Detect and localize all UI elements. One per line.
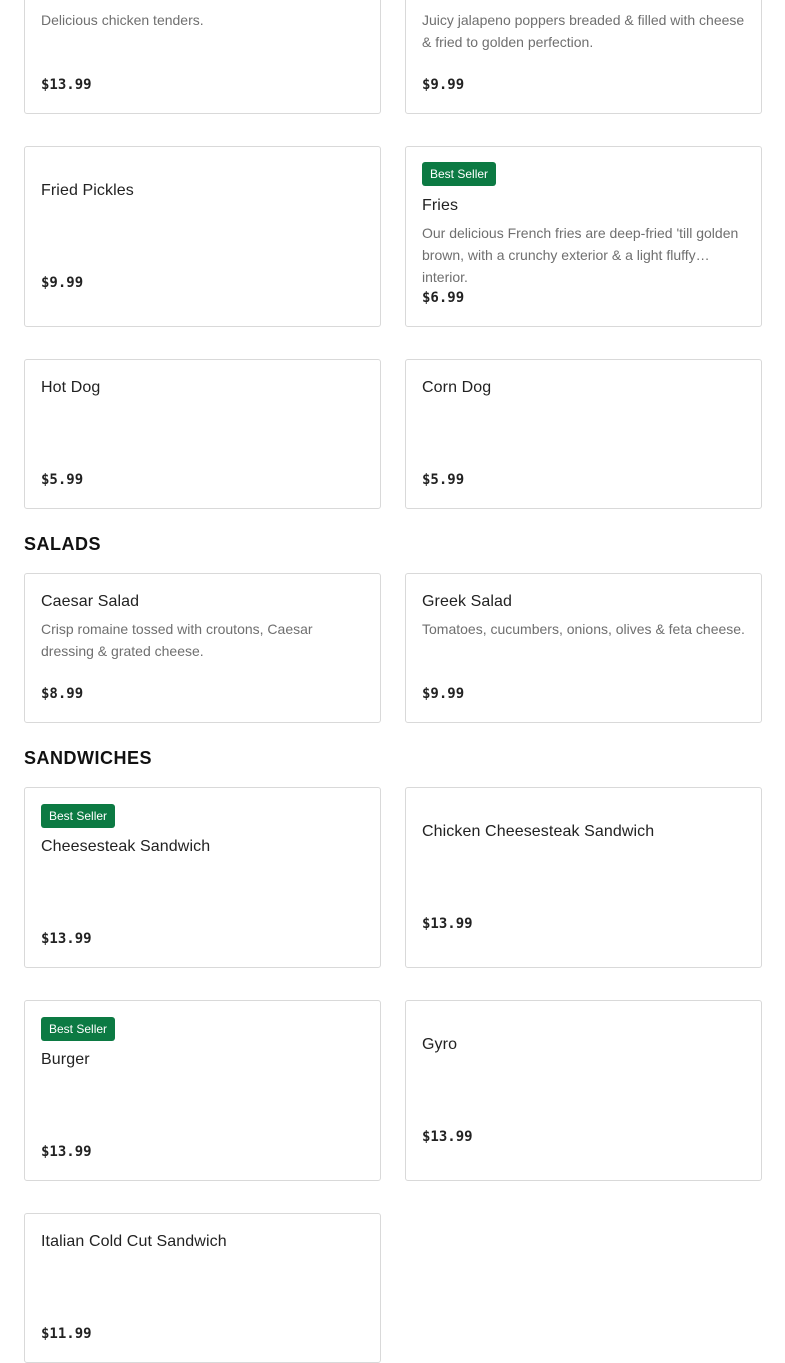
menu-item-card-caesar-salad[interactable] <box>24 573 381 723</box>
item-price: $5.99 <box>422 472 465 488</box>
item-price: $13.99 <box>41 1144 92 1160</box>
menu-item-card-italian-cold-cut-sandwich[interactable] <box>24 1213 381 1363</box>
item-name: Italian Cold Cut Sandwich <box>41 1233 227 1250</box>
menu-item-card-jalapeno-poppers[interactable] <box>405 0 762 114</box>
item-price: $13.99 <box>422 916 473 932</box>
menu-item-card-hot-dog[interactable] <box>24 359 381 509</box>
item-description: Our delicious French fries are deep-fried 'till golden brown, with a crunchy exterior & a light fluffy interior. <box>422 225 739 285</box>
menu-item-card-corn-dog[interactable] <box>405 359 762 509</box>
item-price: $9.99 <box>422 686 465 702</box>
item-name: Caesar Salad <box>41 593 140 610</box>
item-price: $13.99 <box>41 77 92 93</box>
section-title-sandwiches: SANDWICHES <box>24 748 153 768</box>
menu-item-card-chicken-tenders[interactable] <box>24 0 381 114</box>
menu-item-card-fried-pickles[interactable] <box>24 146 381 327</box>
best-seller-badge: Best Seller <box>41 1017 115 1041</box>
item-name: Corn Dog <box>422 379 492 396</box>
item-description: Juicy jalapeno poppers breaded & filled with cheese & fried to golden perfection. <box>422 12 745 50</box>
item-name: Chicken Cheesesteak Sandwich <box>422 823 655 840</box>
item-name: Hot Dog <box>41 379 101 396</box>
item-price: $6.99 <box>422 290 465 306</box>
section-title-salads: SALADS <box>24 534 102 554</box>
menu-item-card-fries[interactable] <box>405 146 762 327</box>
item-price: $11.99 <box>41 1326 92 1342</box>
item-price: $5.99 <box>41 472 84 488</box>
menu-item-card-cheesesteak-sandwich[interactable] <box>24 787 381 968</box>
menu-item-card-greek-salad[interactable] <box>405 573 762 723</box>
item-name: Fries <box>422 197 459 214</box>
item-price: $9.99 <box>41 275 84 291</box>
item-name: Fried Pickles <box>41 182 134 199</box>
item-price: $9.99 <box>422 77 465 93</box>
item-price: $8.99 <box>41 686 84 702</box>
menu-item-card-burger[interactable] <box>24 1000 381 1181</box>
item-name: Cheesesteak Sandwich <box>41 838 211 855</box>
item-description: Crisp romaine tossed with croutons, Caesar dressing & grated cheese. <box>41 621 313 659</box>
best-seller-badge: Best Seller <box>41 804 115 828</box>
item-name: Greek Salad <box>422 593 513 610</box>
item-description: Tomatoes, cucumbers, onions, olives & feta cheese. <box>422 621 745 637</box>
item-price: $13.99 <box>41 931 92 947</box>
menu-item-card-chicken-cheesesteak-sandwich[interactable] <box>405 787 762 968</box>
item-description: Delicious chicken tenders. <box>41 12 204 28</box>
best-seller-badge: Best Seller <box>422 162 496 186</box>
item-name: Burger <box>41 1051 90 1068</box>
item-name: Gyro <box>422 1036 458 1053</box>
menu-item-card-gyro[interactable] <box>405 1000 762 1181</box>
item-price: $13.99 <box>422 1129 473 1145</box>
